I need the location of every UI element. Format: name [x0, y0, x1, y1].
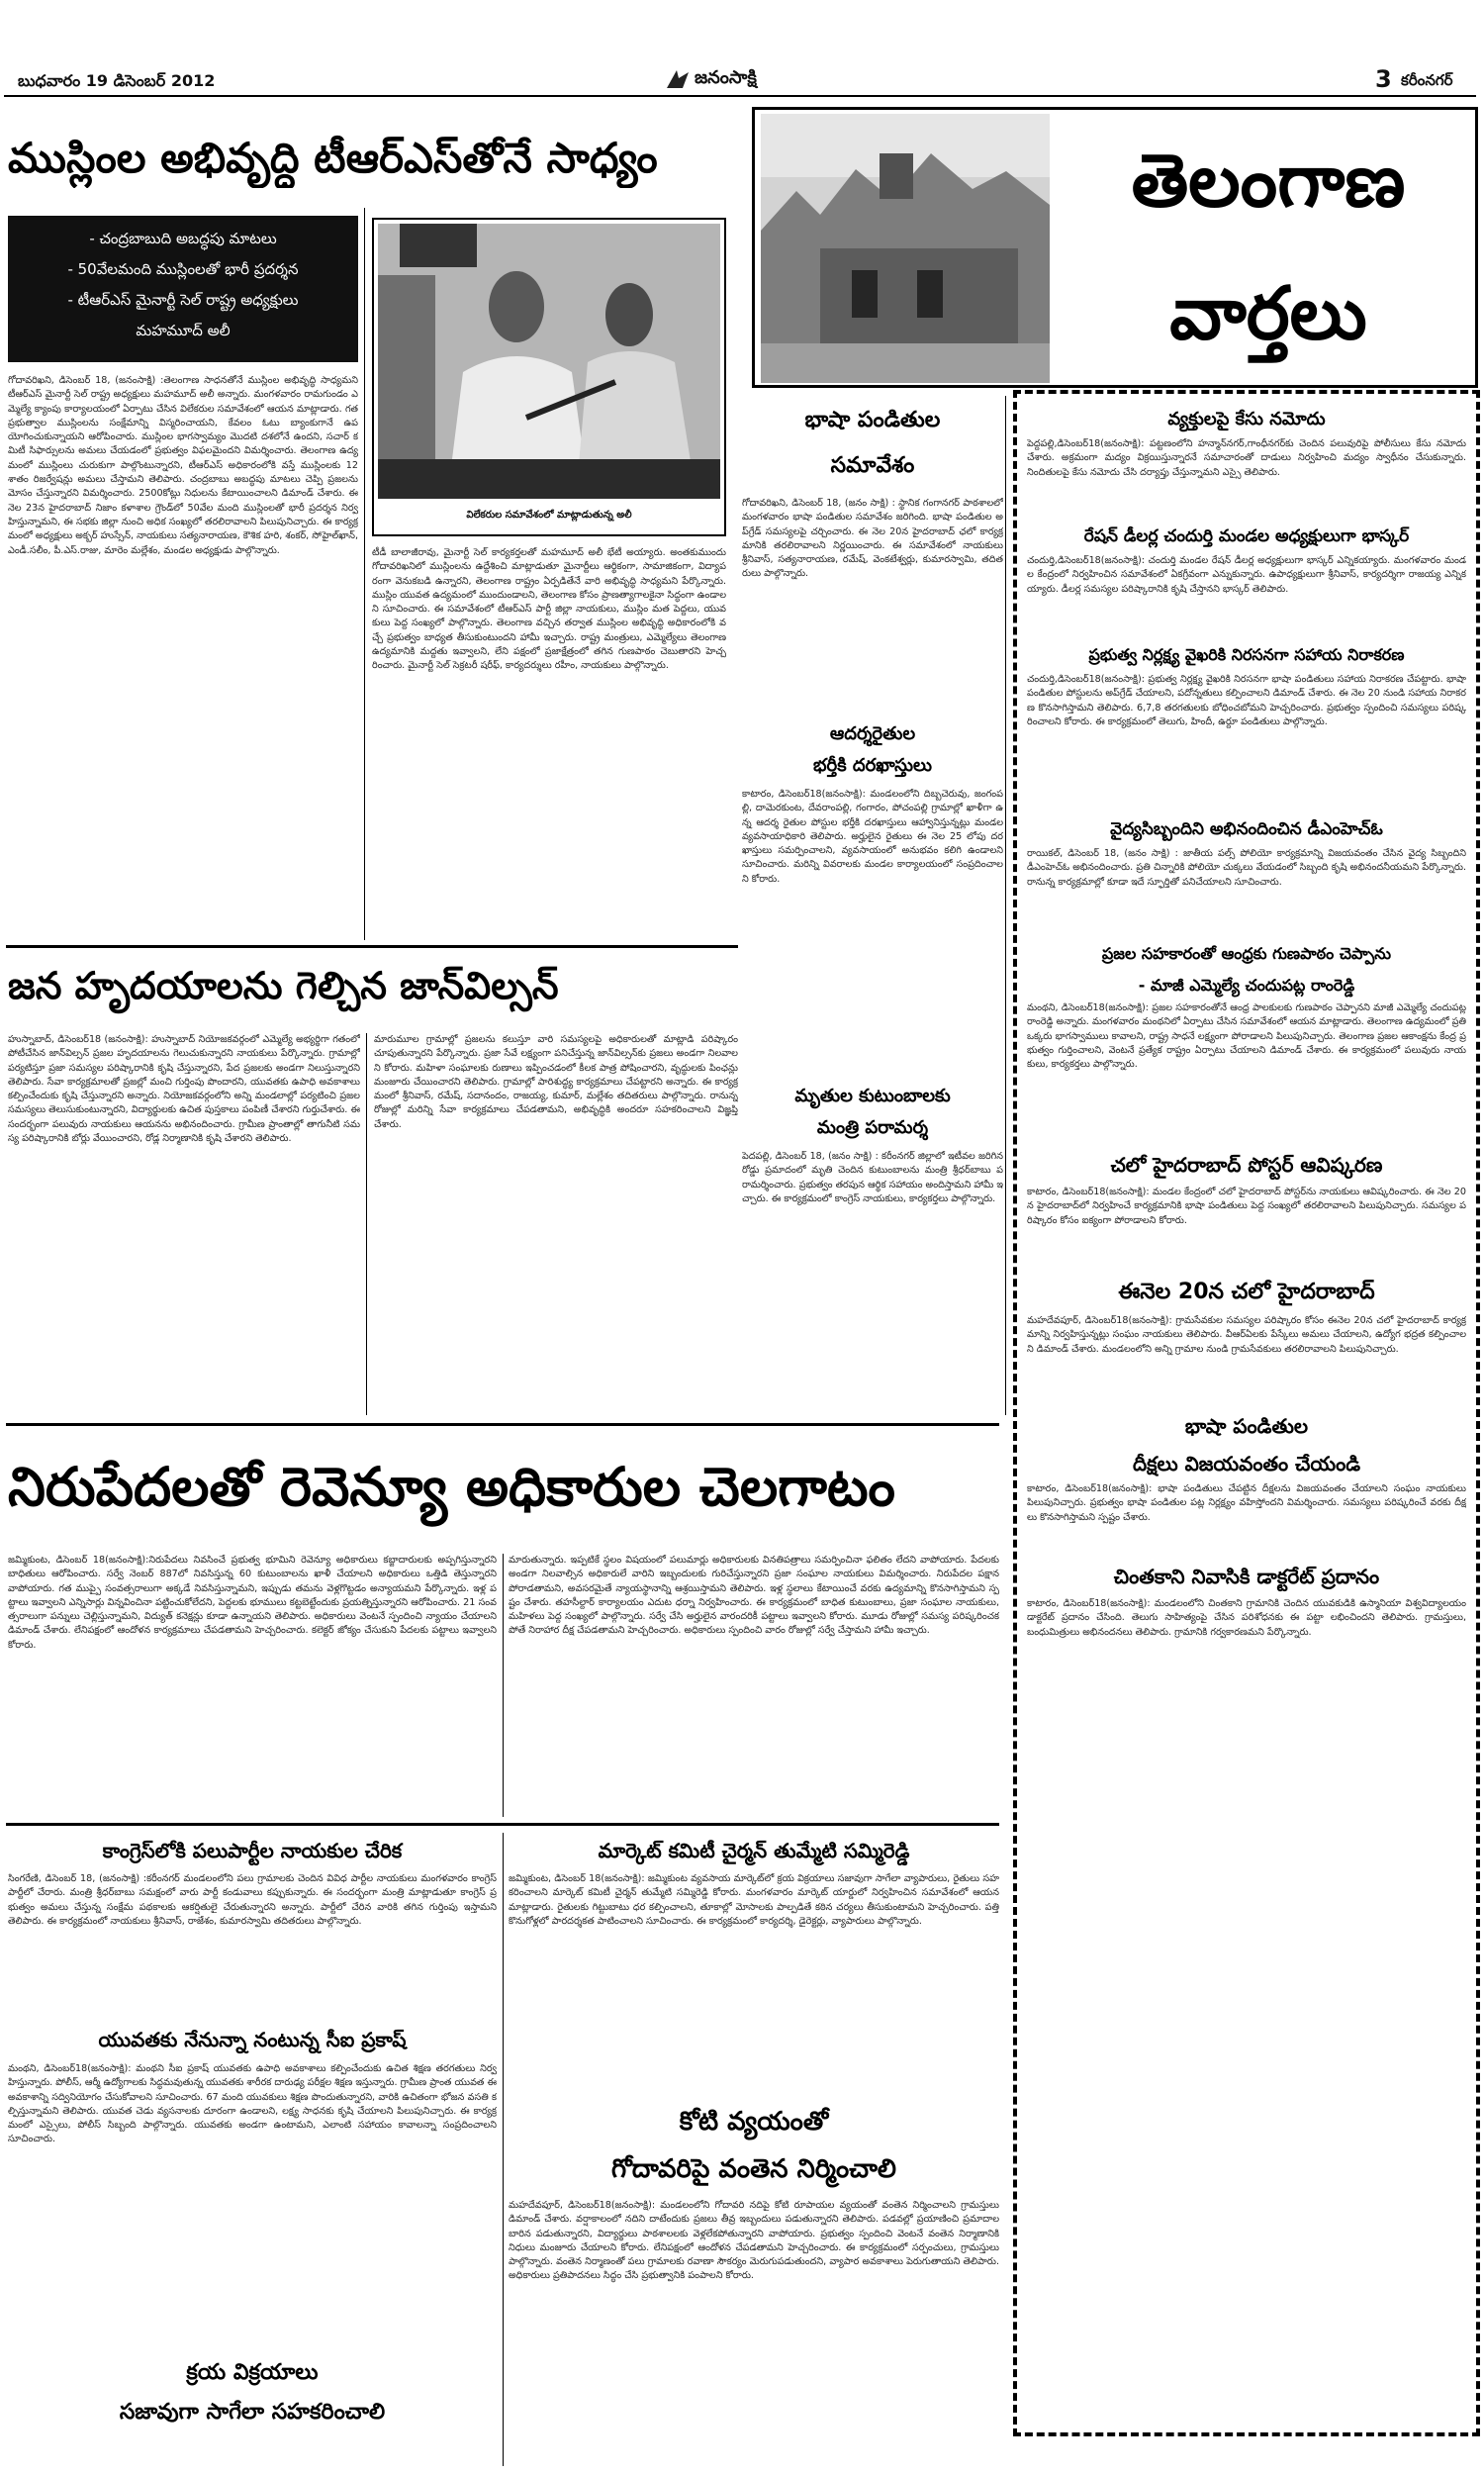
jana-body-1: హుస్నాబాద్, డిసెంబర్18 (జనంసాక్షి): హుస్నాబాద్ నియోజకవర్గంలో ఎమ్మెల్యే అభ్యర్థిగా గతంలో పోటీచేసిన జాన్‌విల్సన్ ప్రజల హృదయాలను గెలుచుకున్నారని నాయకులు పేర్కొన్నారు. గ్రామాల్లో పర్యటిస్తూ ప్రజా సమస్యల పరిష్కారానికి కృషి చేస్తున్నారని, పేద ప్రజలకు అండగా నిలుస్తున్నారని తెలిపారు. సేవా కార్యక్రమాలతో ప్రజల్లో మంచి గుర్తింపు పొందారని, యువతకు ఉపాధి అవకాశాలు కల్పించేందుకు కృషి చేస్తున్నారని అన్నారు. నియోజకవర్గంలోని అన్ని మండలాల్లో పర్యటించి ప్రజల సమస్యలు తెలుసుకుంటున్నారని, విద్యార్థులకు ఉచిత పుస్తకాలు పంపిణీ చేశారని గుర్తుచేశారు. ఈ సందర్భంగా పలువురు నాయకులు ఆయనను అభినందించారు. గ్రామీణ ప్రాంతాల్లో తాగునీటి సమస్య పరిష్కారానికి బోర్లు వేయించారని, రోడ్ల నిర్మాణానికి కృషి చేశారని తెలిపారు.	[8, 1034, 360, 1145]
story-4-headline: వైద్యసిబ్బందిని అభినందించిన డీఎంహెచ్‌ఓ	[1110, 819, 1383, 839]
story-8-body: కాటారం, డిసెంబర్18(జనంసాక్షి): భాషా పండితులు చేపట్టిన దీక్షలను విజయవంతం చేయాలని సంఘం నాయకులు పిలుపునిచ్చారు. ప్రభుత్వం భాషా పండితుల పట్ల నిర్లక్ష్యం వహిస్తోందని విమర్శించారు. సమస్యలు పరిష్కరించే వరకు దీక్షలు కొనసాగిస్తామని స్పష్టం చేశారు.	[1027, 1483, 1466, 1523]
bridge-head-2: గోదావరిపై వంతెన నిర్మించాలి	[611, 2154, 896, 2184]
revenue-headline: నిరుపేదలతో రెవెన్యూ అధికారుల చెలగాటం	[8, 1456, 895, 1518]
story-6-body: కాటారం, డిసెంబర్18(జనంసాక్షి): మండల కేంద్రంలో చలో హైదరాబాద్ పోస్టర్‌ను నాయకులు ఆవిష్కరించారు. ఈ నెల 20న హైదరాబాద్‌లో నిర్వహించే కార్యక్రమానికి భాషా పండితులు పెద్ద సంఖ్యలో తరలిరావాలని పిలుపునిచ్చారు. సమస్యల పరిష్కారం కోసం ఐక్యంగా పోరాడాలని కోరారు.	[1027, 1187, 1466, 1226]
story-9-headline: చింతకాని నివాసికి డాక్టరేట్ ప్రదానం	[1113, 1565, 1380, 1588]
right-column-box	[1013, 390, 1480, 2436]
page-number: 3	[1375, 65, 1392, 93]
bhasha-head-2: సమావేశం	[830, 453, 915, 478]
edition-name: కరీంనగర్	[1401, 71, 1453, 89]
lead-column-rule	[364, 208, 365, 940]
kraya-head-1: క్రయ విక్రయాలు	[186, 2360, 319, 2385]
fort-photo	[761, 114, 1050, 383]
market-column	[509, 1833, 999, 2466]
story-5-body: మంథని, డిసెంబర్18(జనంసాక్షి): ప్రజల సహకారంతోనే ఆంధ్ర పాలకులకు గుణపాఠం చెప్పానని మాజీ ఎమ్మెల్యే చందుపట్ల రాంరెడ్డి అన్నారు. మంగళవారం మంథనిలో ఏర్పాటు చేసిన సమావేశంలో ఆయన మాట్లాడారు. తెలంగాణ ఉద్యమంలో ప్రతి ఒక్కరు భాగస్వాములు కావాలని, రాష్ట్ర సాధనే లక్ష్యంగా పోరాడాలని పిలుపునిచ్చారు. తెలంగాణ ప్రజల ఆకాంక్షను కేంద్ర ప్రభుత్వం గుర్తించాలని, వెంటనే ప్రత్యేక రాష్ట్రం ఏర్పాటు చేయాలని డిమాండ్ చేశారు. ఈ కార్యక్రమంలో పలువురు నాయకులు, కార్యకర్తలు పాల్గొన్నారు.	[1027, 1002, 1466, 1071]
jana-column-rule	[366, 1033, 367, 1415]
ci-prakash-body: మంథని, డిసెంబర్18(జనంసాక్షి): మంథని సీఐ ప్రకాష్ యువతకు ఉపాధి అవకాశాలు కల్పించేందుకు ఉచిత శిక్షణ తరగతులు నిర్వహిస్తున్నారు. పోలీస్, ఆర్మీ ఉద్యోగాలకు సిద్ధమవుతున్న యువతకు శారీరక దారుఢ్య పరీక్షల శిక్షణ ఇస్తున్నారు. గ్రామీణ ప్రాంత యువత ఈ అవకాశాన్ని సద్వినియోగం చేసుకోవాలని సూచించారు. 67 మంది యువకులు శిక్షణ పొందుతున్నారని, వారికి ఉచితంగా భోజన వసతి కల్పిస్తున్నామని తెలిపారు. యువత చెడు వ్యసనాలకు దూరంగా ఉండాలని, లక్ష్య సాధనకు కృషి చేయాలని పిలుపునిచ్చారు. ఈ కార్యక్రమంలో ఎస్సైలు, పోలీస్ సిబ్బంది పాల్గొన్నారు. యువతకు అండగా ఉంటామని, ఎలాంటి సహాయం కావాలన్నా సంప్రదించాలని సూచించారు.	[8, 2063, 497, 2145]
telangana-word: తెలంగాణ	[1131, 139, 1406, 224]
telangana-banner	[752, 107, 1478, 388]
lead-photo-frame	[372, 218, 726, 536]
story-4-body: రాయికల్, డిసెంబర్ 18, (జనం సాక్షి) : జాతీయ పల్స్ పోలియో కార్యక్రమాన్ని విజయవంతం చేసిన వైద్య సిబ్బందిని డీఎంహెచ్‌ఓ అభినందించారు. ప్రతి చిన్నారికి పోలియో చుక్కలు వేయడంలో సిబ్బంది కృషి అభినందనీయమని పేర్కొన్నారు. రానున్న కార్యక్రమాల్లో కూడా ఇదే స్ఫూర్తితో పనిచేయాలని సూచించారు.	[1027, 848, 1466, 888]
story-5-headline: ప్రజల సహకారంతో ఆంధ్రకు గుణపాఠం చెప్పాను	[1101, 944, 1392, 963]
congress-column	[8, 1833, 497, 2466]
story-1	[1027, 402, 1466, 519]
story-1-body: పెద్దపల్లి,డిసెంబర్18(జనంసాక్షి): పట్టణంలోని హన్మాన్‌నగర్,గాంధీనగర్‌కు చెందిన పలువురిపై పోలీసులు కేసు నమోదు చేశారు. అక్రమంగా మద్యం విక్రయిస్తున్నారనే సమాచారంతో దాడులు నిర్వహించి మద్యం స్వాధీనం చేసుకున్నారు. నిందితులపై కేసు నమోదు చేసి దర్యాప్తు చేస్తున్నామని ఎస్సై తెలిపారు.	[1027, 438, 1466, 478]
masthead-logo	[665, 67, 757, 91]
story-9	[1027, 1556, 1466, 1704]
story-7	[1027, 1271, 1466, 1407]
adarsha-head-1: ఆదర్శరైతుల	[829, 723, 916, 744]
bridge-head-1: కోటి వ్యయంతో	[679, 2107, 829, 2137]
paper-name: జనంసాక్షి	[695, 66, 757, 88]
adarsha-body: కాటారం, డిసెంబర్18(జనంసాక్షి): మండలంలోని దిబ్బచెరువు, జంగంపల్లి, దామెరకుంట, దేవరాంపల్లి, గంగారం, పోచంపల్లి గ్రామాల్లో ఖాళీగా ఉన్న ఆదర్శ రైతుల పోస్టుల భర్తీకి దరఖాస్తులు ఆహ్వానిస్తున్నట్లు మండల వ్యవసాయాధికారి తెలిపారు. అర్హులైన రైతులు ఈ నెల 25 లోపు దరఖాస్తులు సమర్పించాలని, వ్యవసాయంలో అనుభవం కలిగి ఉండాలని సూచించారు. మరిన్ని వివరాలకు మండల కార్యాలయంలో సంప్రదించాలని కోరారు.	[742, 789, 1003, 885]
revenue-bottom-rule	[6, 1823, 999, 1826]
bhasha-right-rule	[1005, 396, 1006, 1415]
story-8-subhead: దీక్షలు విజయవంతం చేయండి	[1132, 1452, 1361, 1475]
bhasha-column	[742, 398, 1003, 1417]
lead-bullet-2: - 50వేలమంది ముస్లింలతో భారీ ప్రదర్శన	[67, 260, 299, 278]
bhasha-head-1: భాషా పండితుల	[804, 408, 941, 432]
masthead	[4, 63, 1476, 101]
story-2-body: చందుర్తి,డిసెంబర్18(జనంసాక్షి): చందుర్తి మండల రేషన్ డీలర్ల అధ్యక్షులుగా భాస్కర్ ఎన్నికయ్యారు. మంగళవారం మండల కేంద్రంలో నిర్వహించిన సమావేశంలో ఏకగ్రీవంగా ఎన్నుకున్నారు. ఉపాధ్యక్షులుగా శ్రీనివాస్, కార్యదర్శిగా రాజయ్య ఎన్నికయ్యారు. డీలర్ల సమస్యల పరిష్కారానికి కృషి చేస్తానని భాస్కర్ తెలిపారు.	[1027, 555, 1466, 595]
masthead-rule	[4, 95, 1476, 97]
lead-headline: ముస్లింల అభివృద్ధి టీఆర్‌ఎస్‌తోనే సాధ్యం	[8, 134, 658, 182]
jana-bottom-rule	[6, 1423, 999, 1426]
kraya-head-2: సజావుగా సాగేలా సహకరించాలి	[119, 2400, 386, 2425]
congress-headline: కాంగ్రెస్‌లోకి పలుపార్టీల నాయకుల చేరిక	[102, 1839, 403, 1862]
story-5	[1027, 938, 1466, 1144]
story-8	[1027, 1407, 1466, 1556]
story-2-headline: రేషన్ డీలర్ల చందుర్తి మండల అధ్యక్షులుగా భాస్కర్	[1083, 526, 1410, 546]
bridge-body: మహదేవపూర్, డిసెంబర్18(జనంసాక్షి): మండలంలోని గోదావరి నదిపై కోటి రూపాయల వ్యయంతో వంతెన నిర్మించాలని గ్రామస్తులు డిమాండ్ చేశారు. వర్షాకాలంలో నదిని దాటేందుకు ప్రజలు తీవ్ర ఇబ్బందులు పడుతున్నారని తెలిపారు. పడవల్లో ప్రయాణించి ప్రమాదాల బారిన పడుతున్నారని, విద్యార్థులు పాఠశాలలకు వెళ్లలేకపోతున్నారని వాపోయారు. ప్రభుత్వం స్పందించి వెంటనే వంతెన నిర్మాణానికి నిధులు మంజూరు చేయాలని కోరారు. లేనిపక్షంలో ఆందోళన చేపడతామని హెచ్చరించారు. ఈ కార్యక్రమంలో సర్పంచులు, గ్రామస్తులు పాల్గొన్నారు. వంతెన నిర్మాణంతో పలు గ్రామాలకు రవాణా సౌకర్యం మెరుగుపడుతుందని, వ్యాపార అవకాశాలు పెరుగుతాయని తెలిపారు. అధికారులు ప్రతిపాదనలు సిద్ధం చేసి ప్రభుత్వానికి పంపాలని కోరారు.	[509, 2200, 999, 2282]
lead-body-2: టీడీ బాలాజీరావు, మైనార్టీ సెల్ కార్యకర్తలతో మహమూద్ అలీ భేటీ అయ్యారు. అంతకుముందు గోదావరిఖనిలో ముస్లింలను ఉద్దేశించి మాట్లాడుతూ మైనార్టీలు ఆర్థికంగా, సామాజికంగా, విద్యాపరంగా వెనుకబడి ఉన్నారని, తెలంగాణ రాష్ట్రం ఏర్పడితేనే వారి అభివృద్ధి సాధ్యమని పేర్కొన్నారు. ముస్లిం యువత ఉద్యమంలో ముందుండాలని, తెలంగాణ కోసం ప్రాణత్యాగాలకైనా సిద్ధంగా ఉండాలని సూచించారు. ఈ సమావేశంలో టీఆర్‌ఎస్ పార్టీ జిల్లా నాయకులు, ముస్లిం మత పెద్దలు, యువకులు పెద్ద సంఖ్యలో పాల్గొన్నారు. తెలంగాణ వచ్చిన తర్వాత ముస్లింల అభివృద్ధి అధికారంలోకి వచ్చే ప్రభుత్వం బాధ్యత తీసుకుంటుందని హామీ ఇచ్చారు. రాష్ట్ర మంత్రులు, ఎమ్మెల్యేలు తెలంగాణ ఉద్యమానికి మద్దతు ఇవ్వాలని, లేని పక్షంలో ప్రజాక్షేత్రంలో తగిన గుణపాఠం చెబుతారని హెచ్చరించారు. మైనార్టీ సెల్ సెక్రటరీ షరీఫ్, కార్యదర్శులు రహీం, నాయకులు పాల్గొన్నారు.	[372, 547, 726, 672]
mrutula-head-1: మృతుల కుటుంబాలకు	[794, 1086, 951, 1106]
bhasha-body: గోదావరిఖని, డిసెంబర్ 18, (జనం సాక్షి) : స్థానిక గంగానగర్ పాఠశాలలో మంగళవారం భాషా పండితుల సమావేశం జరిగింది. భాషా పండితుల అప్‌గ్రేడ్ సమస్యలపై చర్చించారు. ఈ నెల 20న హైదరాబాద్ ఛలో కార్యక్రమానికి తరలిరావాలని నిర్ణయించారు. ఈ సమావేశంలో నాయకులు శ్రీనివాస్, సత్యనారాయణ, రమేష్, వెంకటేశ్వర్లు, కుమారస్వామి, తదితరులు పాల్గొన్నారు.	[742, 498, 1003, 580]
revenue-body-1: జమ్మికుంట, డిసెంబర్ 18(జనంసాక్షి):నిరుపేదలు నివసించే ప్రభుత్వ భూమిని రెవెన్యూ అధికారులు కబ్జాదారులకు అప్పగిస్తున్నారని బాధితులు ఆరోపించారు. సర్వే నెంబర్ 887లో నివసిస్తున్న 60 కుటుంబాలను ఖాళీ చేయాలని అధికారులు ఒత్తిడి తెస్తున్నారని వాపోయారు. గత ముప్పై సంవత్సరాలుగా అక్కడే నివసిస్తున్నామని, ఇప్పుడు తమను వెళ్లగొట్టడం అన్యాయమని పేర్కొన్నారు. ఇళ్ల పట్టాలు ఇవ్వాలని ఎన్నిసార్లు విన్నవించినా పట్టించుకోలేదని, పెద్దలకు భూములు కట్టబెట్టేందుకు ప్రయత్నిస్తున్నారని ఆరోపించారు. 21 సంవత్సరాలుగా పన్నులు చెల్లిస్తున్నామని, విద్యుత్ కనెక్షన్లు కూడా ఉన్నాయని తెలిపారు. అధికారులు వెంటనే స్పందించి న్యాయం చేయాలని డిమాండ్ చేశారు. లేనిపక్షంలో ఆందోళన కార్యక్రమాలు చేపడతామని హెచ్చరించారు. కలెక్టర్ జోక్యం చేసుకుని పేదలకు పట్టాలు ఇవ్వాలని కోరారు.	[8, 1555, 497, 1651]
jana-headline: జన హృదయాలను గెల్చిన జాన్‌విల్సన్	[8, 964, 559, 1007]
story-9-body: కాటారం, డిసెంబర్18(జనంసాక్షి): మండలంలోని చింతకాని గ్రామానికి చెందిన యువకుడికి ఉస్మానియా విశ్వవిద్యాలయం డాక్టరేట్ ప్రదానం చేసింది. తెలుగు సాహిత్యంపై చేసిన పరిశోధనకు ఈ పట్టా లభించిందని తెలిపారు. గ్రామస్తులు, బంధుమిత్రులు అభినందనలు తెలిపారు. గ్రామానికి గర్వకారణమని పేర్కొన్నారు.	[1027, 1598, 1466, 1638]
story-3-body: చందుర్తి,డిసెంబర్18(జనంసాక్షి): ప్రభుత్వ నిర్లక్ష్య వైఖరికి నిరసనగా భాషా పండితులు సహాయ నిరాకరణ చేపట్టారు. భాషా పండితుల పోస్టులను అప్‌గ్రేడ్ చేయాలని, పదోన్నతులు కల్పించాలని డిమాండ్ చేశారు. ఈ నెల 20 నుండి సహాయ నిరాకరణ కొనసాగిస్తామని తెలిపారు. 6,7,8 తరగతులకు బోధించబోమని హెచ్చరించారు. ప్రభుత్వం స్పందించి సమస్యలు పరిష్కరించాలని కోరారు. ఈ కార్యక్రమంలో తెలుగు, హిందీ, ఉర్దూ పండితులు పాల్గొన్నారు.	[1027, 674, 1466, 727]
market-body: జమ్మికుంట, డిసెంబర్ 18(జనంసాక్షి): జమ్మికుంట వ్యవసాయ మార్కెట్‌లో క్రయ విక్రయాలు సజావుగా సాగేలా వ్యాపారులు, రైతులు సహకరించాలని మార్కెట్ కమిటీ చైర్మన్ తుమ్మేటి సమ్మిరెడ్డి కోరారు. మంగళవారం మార్కెట్ యార్డులో నిర్వహించిన సమావేశంలో ఆయన మాట్లాడారు. రైతులకు గిట్టుబాటు ధర కల్పించాలని, తూకాల్లో మోసాలకు పాల్పడితే కఠిన చర్యలు తీసుకుంటామని హెచ్చరించారు. పత్తి కొనుగోళ్లలో పారదర్శకత పాటించాలని సూచించారు. ఈ కార్యక్రమంలో కార్యదర్శి, డైరెక్టర్లు, వ్యాపారులు పాల్గొన్నారు.	[509, 1873, 999, 1927]
story-6-headline: చలో హైదరాబాద్ పోస్టర్ ఆవిష్కరణ	[1110, 1153, 1383, 1177]
lead-bullets-box	[8, 216, 358, 362]
congress-column-rule	[503, 1833, 504, 2466]
story-2	[1027, 519, 1466, 637]
story-8-headline: భాషా పండితుల	[1184, 1414, 1309, 1438]
lead-photo	[378, 224, 720, 499]
paper-logo-icon	[665, 68, 691, 90]
story-3	[1027, 637, 1466, 811]
revenue-body-2: మారుతున్నారు. ఇప్పటికే స్థలం విషయంలో పలుమార్లు అధికారులకు వినతిపత్రాలు సమర్పించినా ఫలితం లేదని వాపోయారు. పేదలకు అండగా నిలవాల్సిన అధికారులే వారిని ఇబ్బందులకు గురిచేస్తున్నారని ప్రజా సంఘాల నాయకులు విమర్శించారు. నిరుపేదల పక్షాన పోరాడతామని, అవసరమైతే న్యాయస్థానాన్ని ఆశ్రయిస్తామని తెలిపారు. ఇళ్ల స్థలాలు కేటాయించే వరకు ఉద్యమాన్ని కొనసాగిస్తామని స్పష్టం చేశారు. తహసీల్దార్ కార్యాలయం ఎదుట ధర్నా నిర్వహించారు. ఈ కార్యక్రమంలో బాధిత కుటుంబాలు, ప్రజా సంఘాల నాయకులు, మహిళలు పెద్ద సంఖ్యలో పాల్గొన్నారు. సర్వే చేసి అర్హులైన వారందరికీ పట్టాలు ఇవ్వాలని కోరారు. మూడు రోజుల్లో సమస్య పరిష్కరించకపోతే నిరాహార దీక్ష చేపడతామని హెచ్చరించారు. అధికారులు స్పందించి వారం రోజుల్లో సర్వే చేస్తామని హామీ ఇచ్చారు.	[509, 1555, 999, 1637]
lead-bullet-1: - చంద్రబాబుది అబద్ధపు మాటలు	[89, 230, 277, 247]
ci-prakash-head: యువతకు నేనున్నా నంటున్న సీఐ ప్రకాష్	[98, 2028, 407, 2051]
story-5-subhead: - మాజీ ఎమ్మెల్యే చందుపట్ల రాంరెడ్డి	[1138, 976, 1355, 995]
mrutula-head-2: మంత్రి పరామర్శ	[816, 1117, 929, 1138]
vartalu-word: వార్తలు	[1169, 271, 1367, 356]
lead-bottom-rule	[6, 945, 738, 948]
jana-body-2: మారుమూల గ్రామాల్లో ప్రజలను కలుస్తూ వారి సమస్యలపై అధికారులతో మాట్లాడి పరిష్కారం చూపుతున్నారని పేర్కొన్నారు. ప్రజా సేవే లక్ష్యంగా పనిచేస్తున్న జాన్‌విల్సన్‌కు ప్రజలు అండగా నిలవాలని కోరారు. మహిళా సంఘాలకు రుణాలు ఇప్పించడంలో కీలక పాత్ర పోషించారని, వృద్ధులకు పింఛన్లు మంజూరు చేయించారని తెలిపారు. గ్రామాల్లో పారిశుద్ధ్య కార్యక్రమాలు చేపట్టారని అన్నారు. ఈ కార్యక్రమంలో శ్రీనివాస్, రమేష్, సదానందం, రాజయ్య, కుమార్, మల్లేశం తదితరులు పాల్గొన్నారు. రానున్న రోజుల్లో మరిన్ని సేవా కార్యక్రమాలు చేపడతామని, అభివృద్ధికి అందరూ సహకరించాలని విజ్ఞప్తి చేశారు.	[374, 1034, 738, 1130]
story-7-headline: ఈనెల 20న చలో హైదరాబాద్	[1118, 1280, 1375, 1304]
revenue-column-rule	[503, 1554, 504, 1817]
lead-photo-caption: విలేకరుల సమావేశంలో మాట్లాడుతున్న అలీ	[466, 510, 632, 521]
adarsha-head-2: భర్తీకి దరఖాస్తులు	[813, 755, 932, 776]
story-6	[1027, 1144, 1466, 1271]
lead-bullet-3: - టీఆర్‌ఎస్ మైనార్టీ సెల్ రాష్ట్ర అధ్యక్షులు	[67, 291, 299, 309]
lead-bullet-4: మహమూద్ అలీ	[136, 322, 231, 339]
mrutula-body: పెదపల్లి, డిసెంబర్ 18, (జనం సాక్షి) : కరీంనగర్ జిల్లాలో ఇటీవల జరిగిన రోడ్డు ప్రమాదంలో మృతి చెందిన కుటుంబాలను మంత్రి శ్రీధర్‌బాబు పరామర్శించారు. ప్రభుత్వం తరపున ఆర్థిక సహాయం అందిస్తామని హామీ ఇచ్చారు. ఈ కార్యక్రమంలో కాంగ్రెస్ నాయకులు, కార్యకర్తలు పాల్గొన్నారు.	[742, 1151, 1003, 1204]
market-headline: మార్కెట్ కమిటీ చైర్మన్ తుమ్మేటి సమ్మిరెడ్డి	[598, 1839, 910, 1862]
masthead-date: బుధవారం 19 డిసెంబర్ 2012	[18, 71, 216, 90]
story-4	[1027, 811, 1466, 938]
story-7-body: మహదేవపూర్, డిసెంబర్18(జనంసాక్షి): గ్రామసేవకుల సమస్యల పరిష్కారం కోసం ఈనెల 20న చలో హైదరాబాద్ కార్యక్రమాన్ని నిర్వహిస్తున్నట్లు సంఘం నాయకులు తెలిపారు. వీఆర్‌ఏలకు పేస్కేలు అమలు చేయాలని, ఉద్యోగ భద్రత కల్పించాలని డిమాండ్ చేశారు. మండలంలోని అన్ని గ్రామాల నుండి గ్రామసేవకులు తరలిరావాలని పిలుపునిచ్చారు.	[1027, 1315, 1466, 1355]
lead-body-1: గోదావరిఖని, డిసెంబర్ 18, (జనంసాక్షి) :తెలంగాణ సాధనతోనే ముస్లింల అభివృద్ధి సాధ్యమని టీఆర్‌ఎస్ మైనార్టీ సెల్ రాష్ట్ర అధ్యక్షులు మహమూద్ అలీ అన్నారు. మంగళవారం రామగుండం ఎమ్మెల్యే క్యాంపు కార్యాలయంలో ఏర్పాటు చేసిన విలేకరుల సమావేశంలో ఆయన మాట్లాడారు. గత ప్రభుత్వాల ముస్లింలను సంక్షేమాన్ని విస్మరించాయని, కేవలం ఓటు బ్యాంకుగానే ఉపయోగించుకున్నాయని ఆరోపించారు. ముస్లింల భాగస్వామ్యం మొదటి దశలోనే ఉందని, సచార్ కమిటీ సిఫార్సులను అమలు చేయడంలో ప్రభుత్వం విఫలమైందని విమర్శించారు. తెలంగాణ ఉద్యమంలో ముస్లింలు చురుకుగా పాల్గొంటున్నారని, టీఆర్‌ఎస్ అధికారంలోకి వస్తే ముస్లింలకు 12 శాతం రిజర్వేషన్లు అమలు చేస్తామని తెలిపారు. చంద్రబాబు అబద్ధపు మాటలు చెప్పి ప్రజలను మోసం చేస్తున్నారని విమర్శించారు. 2500కోట్లు నిధులను కేటాయించాలని డిమాండ్ చేశారు. ఈ నెల 23న హైదరాబాద్ నిజాం కళాశాల గ్రౌండ్‌లో 50వేల మంది ముస్లింలతో భారీ ప్రదర్శన నిర్వహిస్తున్నామని, ఈ సభకు జిల్లా నుంచి అధిక సంఖ్యలో తరలిరావాలని పిలుపునిచ్చారు. ఈ కార్యక్రమంలో అధ్యక్షులు అక్బర్ హుస్సేన్, నాయకులు సత్యనారాయణ, కౌశిక హరి, శంకర్, సోహైల్‌ఖాన్, ఎండీ.సలీం, పీ.ఎస్.రాజు, మారెం మల్లేశం, మండల అధ్యక్షుడు పాల్గొన్నారు.	[8, 375, 358, 556]
congress-body: సింగరేణి, డిసెంబర్ 18, (జనంసాక్షి) :కరీంనగర్ మండలంలోని పలు గ్రామాలకు చెందిన వివిధ పార్టీల నాయకులు మంగళవారం కాంగ్రెస్ పార్టీలో చేరారు. మంత్రి శ్రీధర్‌బాబు సమక్షంలో వారు పార్టీ కండువాలు కప్పుకున్నారు. ఈ సందర్భంగా మంత్రి మాట్లాడుతూ కాంగ్రెస్ ప్రభుత్వం అమలు చేస్తున్న సంక్షేమ పథకాలకు ఆకర్షితులై చేరుతున్నారని అన్నారు. పార్టీలో చేరిన వారికి తగిన గుర్తింపు ఇస్తామని తెలిపారు. ఈ కార్యక్రమంలో నాయకులు శ్రీనివాస్, రాజేశం, కుమారస్వామి తదితరులు పాల్గొన్నారు.	[8, 1873, 497, 1927]
story-3-headline: ప్రభుత్వ నిర్లక్ష్య వైఖరికి నిరసనగా సహాయ నిరాకరణ	[1088, 645, 1405, 664]
story-1-headline: వ్యక్తులపై కేసు నమోదు	[1167, 409, 1326, 429]
